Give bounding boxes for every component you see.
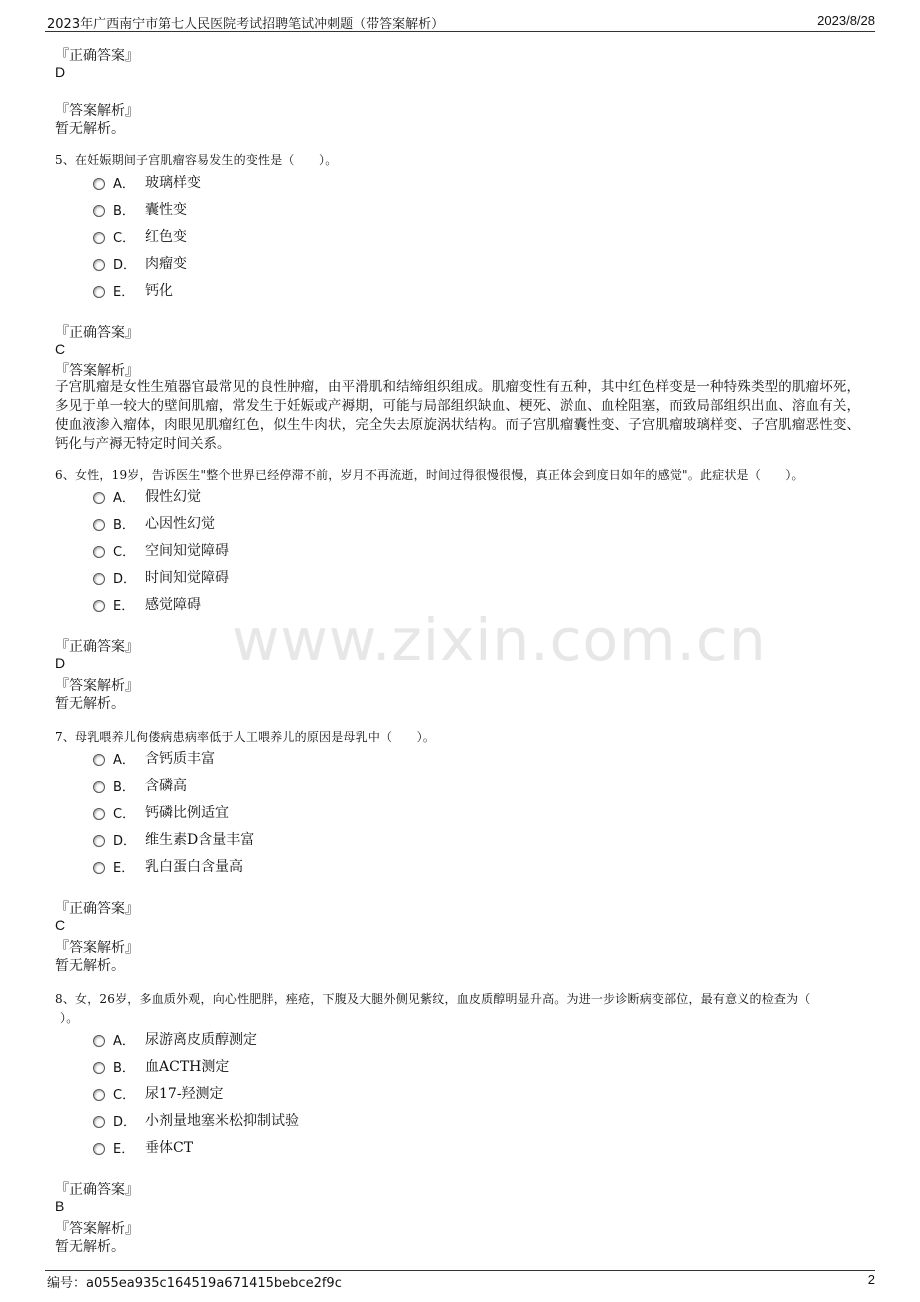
- option-text: 时间知觉障碍: [145, 570, 229, 586]
- option-text: 感觉障碍: [145, 597, 201, 613]
- option-letter: E．: [113, 598, 135, 614]
- page-header-date: 2023/8/28: [817, 13, 875, 28]
- answer-label: 『正确答案』: [55, 639, 139, 655]
- option-e[interactable]: [93, 1139, 193, 1155]
- analysis-label: 『答案解析』: [55, 103, 139, 119]
- radio-icon[interactable]: [93, 232, 105, 244]
- radio-icon[interactable]: [93, 835, 105, 847]
- option-text: 心因性幻觉: [145, 516, 215, 532]
- watermark: www.zixin.com.cn: [232, 606, 767, 674]
- option-d[interactable]: [93, 255, 187, 271]
- analysis-text: 暂无解析。: [55, 1239, 125, 1255]
- radio-icon[interactable]: [93, 519, 105, 531]
- option-letter: D．: [113, 571, 137, 587]
- option-letter: A．: [113, 752, 135, 768]
- option-b[interactable]: [93, 515, 215, 531]
- option-text: 假性幻觉: [145, 489, 201, 505]
- option-e[interactable]: [93, 282, 173, 298]
- option-c[interactable]: [93, 542, 229, 558]
- analysis-text: 暂无解析。: [55, 958, 125, 974]
- answer-value: B: [55, 1198, 65, 1214]
- option-letter: A．: [113, 176, 135, 192]
- option-letter: C．: [113, 544, 136, 560]
- option-text: 钙磷比例适宜: [145, 805, 229, 821]
- option-a[interactable]: [93, 488, 201, 504]
- question-stem: 6、女性，19岁，告诉医生"整个世界已经停滞不前，岁月不再流逝，时间过得很慢很慢，真正体会到度日如年的感觉"。此症状是（ ）。: [55, 468, 804, 482]
- option-letter: B．: [113, 203, 135, 219]
- radio-icon[interactable]: [93, 781, 105, 793]
- option-text: 尿游离皮质醇测定: [145, 1032, 257, 1048]
- answer-value: D: [55, 655, 66, 671]
- option-letter: B．: [113, 1060, 135, 1076]
- option-c[interactable]: [93, 804, 229, 820]
- radio-icon[interactable]: [93, 286, 105, 298]
- answer-label: 『正确答案』: [55, 325, 139, 341]
- radio-icon[interactable]: [93, 205, 105, 217]
- option-letter: A．: [113, 490, 135, 506]
- question-stem-continued: ）。: [60, 1011, 79, 1025]
- analysis-label: 『答案解析』: [55, 1221, 139, 1237]
- question-stem: 8、女，26岁，多血质外观，向心性肥胖，痤疮，下腹及大腿外侧见紫纹，血皮质醇明显升高。为进一步诊断病变部位，最有意义的检查为（: [55, 992, 811, 1006]
- answer-value: D: [55, 64, 66, 80]
- answer-label: 『正确答案』: [55, 901, 139, 917]
- option-letter: C．: [113, 806, 136, 822]
- option-letter: C．: [113, 230, 136, 246]
- radio-icon[interactable]: [93, 546, 105, 558]
- option-d[interactable]: [93, 1112, 299, 1128]
- radio-icon[interactable]: [93, 178, 105, 190]
- analysis-text: 暂无解析。: [55, 121, 125, 137]
- option-letter: D．: [113, 833, 137, 849]
- radio-icon[interactable]: [93, 1035, 105, 1047]
- option-text: 含钙质丰富: [145, 751, 215, 767]
- option-text: 钙化: [145, 283, 173, 299]
- analysis-label: 『答案解析』: [55, 678, 139, 694]
- analysis-text: 子宫肌瘤是女性生殖器官最常见的良性肿瘤，由平滑肌和结缔组织组成。肌瘤变性有五种，其中红色样变是一种特殊类型的肌瘤坏死，多见于单一较大的壁间肌瘤，常发生于妊娠或产褥期，可能与局部组织缺血、梗死、淤血、血栓阻塞，而致局部组织出血、溶血有关，使血液渗入瘤体，肉眼见肌瘤红色，似生牛肉状，完全失去原旋涡状结构。而子宫肌瘤囊性变、子宫肌瘤玻璃样变、子宫肌瘤恶性变、钙化与产褥无特定时间关系。: [55, 379, 860, 452]
- option-text: 玻璃样变: [145, 175, 201, 191]
- answer-label: 『正确答案』: [55, 48, 139, 64]
- option-text: 含磷高: [145, 778, 187, 794]
- option-text: 小剂量地塞米松抑制试验: [145, 1113, 299, 1129]
- radio-icon[interactable]: [93, 1062, 105, 1074]
- option-letter: D．: [113, 257, 137, 273]
- option-c[interactable]: [93, 228, 187, 244]
- document-code: 编号：a055ea935c164519a671415bebce2f9c: [47, 1276, 342, 1291]
- option-c[interactable]: [93, 1085, 224, 1101]
- radio-icon[interactable]: [93, 1116, 105, 1128]
- option-d[interactable]: [93, 569, 229, 585]
- radio-icon[interactable]: [93, 1089, 105, 1101]
- option-text: 肉瘤变: [145, 256, 187, 272]
- option-e[interactable]: [93, 858, 243, 874]
- option-text: 血ACTH测定: [145, 1059, 230, 1075]
- header-rule: [45, 31, 875, 32]
- radio-icon[interactable]: [93, 862, 105, 874]
- option-letter: E．: [113, 860, 135, 876]
- option-letter: E．: [113, 1141, 135, 1157]
- option-e[interactable]: [93, 596, 201, 612]
- option-text: 乳白蛋白含量高: [145, 859, 243, 875]
- option-text: 垂体CT: [145, 1140, 194, 1156]
- radio-icon[interactable]: [93, 754, 105, 766]
- analysis-label: 『答案解析』: [55, 940, 139, 956]
- option-a[interactable]: [93, 1031, 257, 1047]
- option-text: 空间知觉障碍: [145, 543, 229, 559]
- page-number: 2: [867, 1272, 875, 1287]
- option-text: 维生素D含量丰富: [145, 832, 255, 848]
- option-text: 囊性变: [145, 202, 187, 218]
- option-letter: D．: [113, 1114, 137, 1130]
- radio-icon[interactable]: [93, 259, 105, 271]
- answer-label: 『正确答案』: [55, 1182, 139, 1198]
- option-text: 尿17-羟测定: [145, 1086, 224, 1102]
- radio-icon[interactable]: [93, 1143, 105, 1155]
- option-letter: E．: [113, 284, 135, 300]
- option-text: 红色变: [145, 229, 187, 245]
- option-a[interactable]: [93, 174, 201, 190]
- option-b[interactable]: [93, 1058, 229, 1074]
- analysis-label: 『答案解析』: [55, 363, 139, 379]
- question-stem: 5、在妊娠期间子宫肌瘤容易发生的变性是（ ）。: [55, 153, 338, 167]
- option-a[interactable]: [93, 750, 215, 766]
- answer-value: C: [55, 917, 66, 933]
- answer-value: C: [55, 341, 66, 357]
- option-letter: B．: [113, 517, 135, 533]
- option-letter: B．: [113, 779, 135, 795]
- radio-icon[interactable]: [93, 808, 105, 820]
- question-stem: 7、母乳喂养儿佝偻病患病率低于人工喂养儿的原因是母乳中（ ）。: [55, 730, 436, 744]
- analysis-text: 暂无解析。: [55, 696, 125, 712]
- radio-icon[interactable]: [93, 600, 105, 612]
- footer-rule: [45, 1270, 875, 1271]
- option-b[interactable]: [93, 777, 187, 793]
- radio-icon[interactable]: [93, 492, 105, 504]
- option-b[interactable]: [93, 201, 187, 217]
- radio-icon[interactable]: [93, 573, 105, 585]
- option-d[interactable]: [93, 831, 254, 847]
- page-header-title: 2023年广西南宁市第七人民医院考试招聘笔试冲刺题（带答案解析）: [47, 17, 445, 32]
- option-letter: C．: [113, 1087, 136, 1103]
- option-letter: A．: [113, 1033, 135, 1049]
